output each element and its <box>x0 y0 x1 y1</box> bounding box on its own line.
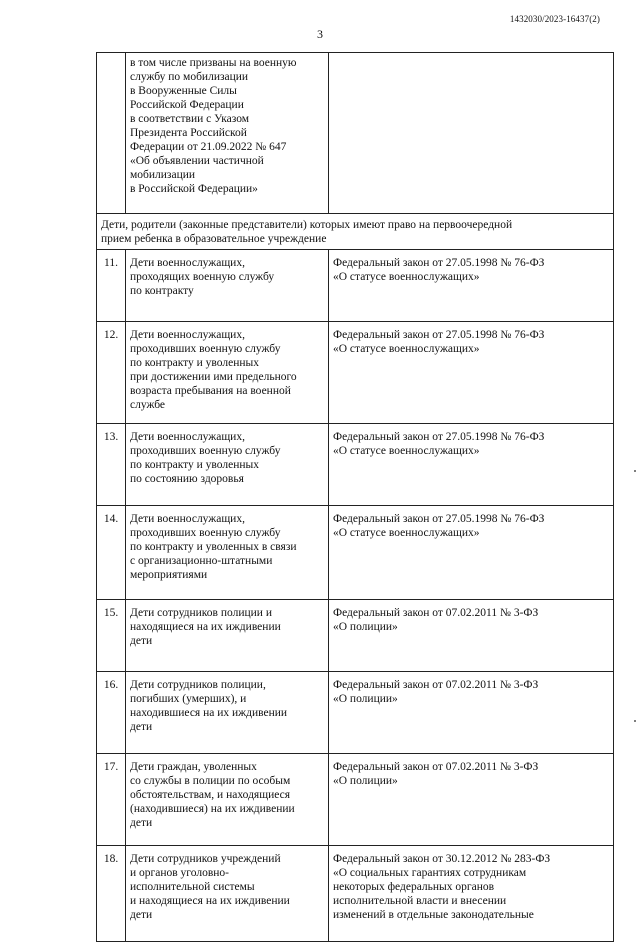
description-line: Дети военнослужащих, <box>130 329 245 341</box>
continuation-line: в Вооруженные Силы <box>130 85 237 97</box>
description-line: погибших (умерших), и <box>130 693 247 705</box>
description-line: Дети сотрудников учреждений <box>130 853 281 865</box>
description-line: по контракту <box>130 285 194 297</box>
row-number: 15. <box>97 600 126 672</box>
description-line: мероприятиями <box>130 569 208 581</box>
row-legal-basis <box>329 424 614 506</box>
description-line: дети <box>130 817 153 829</box>
table-row <box>97 250 614 322</box>
continuation-line: в том числе призваны на военную <box>130 57 297 69</box>
continuation-num-cell <box>97 53 126 214</box>
row-number: 13. <box>97 424 126 506</box>
row-description <box>126 754 329 846</box>
page-number: 3 <box>317 27 323 41</box>
row-number: 12. <box>97 322 126 424</box>
description-line: со службы в полиции по особым <box>130 775 291 787</box>
description-line: дети <box>130 909 153 921</box>
row-number: 11. <box>97 250 126 322</box>
legal-basis-line: Федеральный закон от 07.02.2011 № 3-ФЗ <box>333 761 539 773</box>
table-row <box>97 322 614 424</box>
row-legal-basis <box>329 754 614 846</box>
description-line: Дети военнослужащих, <box>130 257 245 269</box>
description-line: проходящих военную службу <box>130 271 275 283</box>
table-row <box>97 506 614 600</box>
description-line: Дети военнослужащих, <box>130 431 245 443</box>
description-line: Дети сотрудников полиции и <box>130 607 272 619</box>
description-line: службе <box>130 399 166 411</box>
section-heading-line: прием ребенка в образовательное учреждение <box>101 233 327 245</box>
eligibility-table <box>96 52 614 942</box>
legal-basis-line: «О полиции» <box>333 693 398 705</box>
legal-basis-line: некоторых федеральных органов <box>333 881 495 893</box>
description-line: дети <box>130 721 153 733</box>
row-legal-basis <box>329 322 614 424</box>
description-line: находящиеся на их иждивении <box>130 621 281 633</box>
table-row <box>97 846 614 942</box>
legal-basis-line: Федеральный закон от 27.05.1998 № 76-ФЗ <box>333 513 545 525</box>
description-line: по контракту и уволенных <box>130 459 259 471</box>
legal-basis-line: Федеральный закон от 07.02.2011 № 3-ФЗ <box>333 607 539 619</box>
row-number: 16. <box>97 672 126 754</box>
row-legal-basis <box>329 846 614 942</box>
description-line: (находившиеся) на их иждивении <box>130 803 295 815</box>
continuation-line: службу по мобилизации <box>130 71 249 83</box>
description-line: проходивших военную службу <box>130 527 281 539</box>
row-number: 18. <box>97 846 126 942</box>
row-description <box>126 250 329 322</box>
continuation-line: Федерации от 21.09.2022 № 647 <box>130 141 287 153</box>
scan-speck <box>634 720 636 722</box>
table-row <box>97 754 614 846</box>
table-row <box>97 424 614 506</box>
section-heading-line: Дети, родители (законные представители) которых имеют право на первоочередной <box>101 219 513 231</box>
row-description <box>126 506 329 600</box>
description-line: находившиеся на их иждивении <box>130 707 288 719</box>
legal-basis-line: «О статусе военнослужащих» <box>333 343 480 355</box>
row-description <box>126 672 329 754</box>
description-line: при достижении ими предельного <box>130 371 297 383</box>
description-line: проходивших военную службу <box>130 343 281 355</box>
legal-basis-line: «О статусе военнослужащих» <box>333 445 480 457</box>
continuation-row <box>97 53 614 214</box>
legal-basis-line: Федеральный закон от 27.05.1998 № 76-ФЗ <box>333 329 545 341</box>
description-line: Дети граждан, уволенных <box>130 761 257 773</box>
description-line: обстоятельствам, и находящиеся <box>130 789 291 801</box>
legal-basis-line: «О полиции» <box>333 775 398 787</box>
row-description <box>126 322 329 424</box>
continuation-line: в соответствии с Указом <box>130 113 250 125</box>
document-id: 1432030/2023-16437(2) <box>509 14 600 24</box>
row-legal-basis <box>329 506 614 600</box>
table-row <box>97 672 614 754</box>
legal-basis-line: Федеральный закон от 27.05.1998 № 76-ФЗ <box>333 431 545 443</box>
row-description <box>126 846 329 942</box>
legal-basis-line: «О статусе военнослужащих» <box>333 271 480 283</box>
legal-basis-line: изменений в отдельные законодательные <box>333 909 534 921</box>
description-line: возраста пребывания на военной <box>130 385 291 397</box>
row-description <box>126 424 329 506</box>
description-line: дети <box>130 635 153 647</box>
table-row <box>97 600 614 672</box>
continuation-line: «Об объявлении частичной <box>130 155 264 167</box>
legal-basis-line: Федеральный закон от 07.02.2011 № 3-ФЗ <box>333 679 539 691</box>
legal-basis-line: «О полиции» <box>333 621 398 633</box>
row-legal-basis <box>329 672 614 754</box>
description-line: по контракту и уволенных <box>130 357 259 369</box>
legal-basis-line: исполнительной власти и внесении <box>333 895 507 907</box>
legal-basis-line: «О социальных гарантиях сотрудникам <box>333 867 527 879</box>
continuation-law-cell <box>329 53 614 214</box>
description-line: с организационно-штатными <box>130 555 273 567</box>
row-number: 17. <box>97 754 126 846</box>
description-line: Дети сотрудников полиции, <box>130 679 266 691</box>
row-legal-basis <box>329 600 614 672</box>
continuation-line: мобилизации <box>130 169 196 181</box>
description-line: и органов уголовно- <box>130 867 229 879</box>
scan-speck <box>634 470 636 472</box>
row-description <box>126 600 329 672</box>
continuation-line: Российской Федерации <box>130 99 244 111</box>
section-heading-row <box>97 214 614 250</box>
description-line: и находящиеся на их иждивении <box>130 895 290 907</box>
continuation-line: Президента Российской <box>130 127 247 139</box>
description-line: проходивших военную службу <box>130 445 281 457</box>
continuation-desc-cell <box>126 53 329 214</box>
legal-basis-line: Федеральный закон от 27.05.1998 № 76-ФЗ <box>333 257 545 269</box>
row-legal-basis <box>329 250 614 322</box>
legal-basis-line: Федеральный закон от 30.12.2012 № 283-ФЗ <box>333 853 551 865</box>
description-line: по состоянию здоровья <box>130 473 244 485</box>
description-line: исполнительной системы <box>130 881 255 893</box>
continuation-line: в Российской Федерации» <box>130 183 258 195</box>
row-number: 14. <box>97 506 126 600</box>
description-line: Дети военнослужащих, <box>130 513 245 525</box>
legal-basis-line: «О статусе военнослужащих» <box>333 527 480 539</box>
section-heading <box>97 214 614 250</box>
description-line: по контракту и уволенных в связи <box>130 541 297 553</box>
